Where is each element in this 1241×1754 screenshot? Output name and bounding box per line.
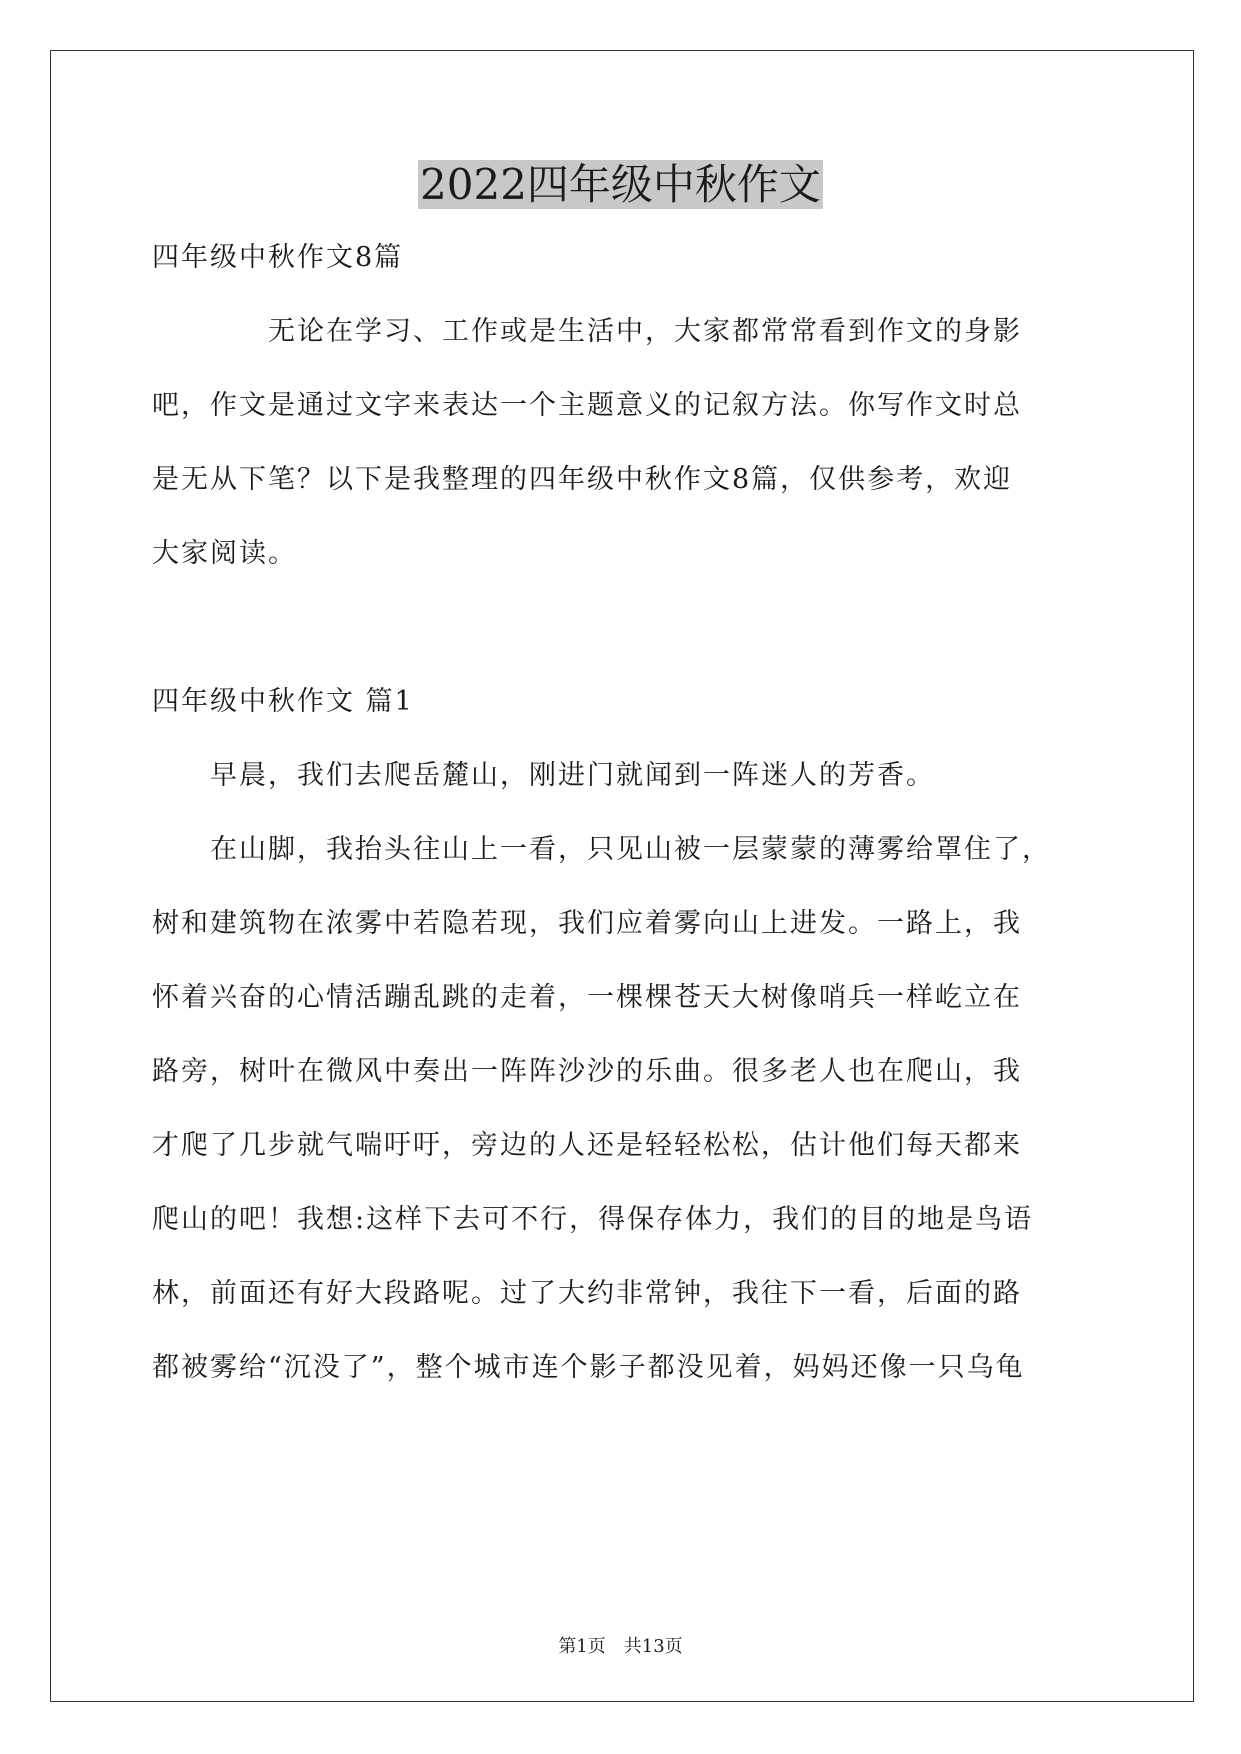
page-footer: 第1页 共13页 (558, 1636, 683, 1657)
intro-line-4: 大家阅读。 (152, 538, 297, 569)
intro-line-2: 吧，作文是通过文字来表达一个主题意义的记叙方法。你写作文时总 (152, 390, 1022, 421)
document-title-text: 2022四年级中秋作文 (420, 160, 821, 209)
page-border (50, 50, 1194, 1702)
body-line-5: 路旁，树叶在微风中奏出一阵阵沙沙的乐曲。很多老人也在爬山，我 (152, 1056, 1022, 1087)
body-line-9: 都被雾给“沉没了”，整个城市连个影子都没见着，妈妈还像一只乌龟 (152, 1352, 1025, 1383)
body-line-2: 在山脚，我抬头往山上一看，只见山被一层蒙蒙的薄雾给罩住了， (152, 834, 1051, 865)
body-line-8: 林，前面还有好大段路呢。过了大约非常钟，我往下一看，后面的路 (152, 1278, 1022, 1309)
body-line-7: 爬山的吧！我想:这样下去可不行，得保存体力，我们的目的地是鸟语 (152, 1204, 1034, 1235)
document-title (0, 155, 1241, 215)
body-line-4: 怀着兴奋的心情活蹦乱跳的走着，一棵棵苍天大树像哨兵一样屹立在 (152, 982, 1022, 1013)
subtitle: 四年级中秋作文8篇 (152, 242, 404, 273)
intro-line-1: 无论在学习、工作或是生活中，大家都常常看到作文的身影 (152, 316, 1022, 347)
section-heading: 四年级中秋作文 篇1 (152, 686, 414, 717)
body-line-1: 早晨，我们去爬岳麓山，刚进门就闻到一阵迷人的芳香。 (152, 760, 935, 791)
body-line-3: 树和建筑物在浓雾中若隐若现，我们应着雾向山上进发。一路上，我 (152, 908, 1022, 939)
body-line-6: 才爬了几步就气喘吁吁，旁边的人还是轻轻松松，估计他们每天都来 (152, 1130, 1022, 1161)
intro-line-3: 是无从下笔？以下是我整理的四年级中秋作文8篇，仅供参考，欢迎 (152, 464, 1013, 495)
